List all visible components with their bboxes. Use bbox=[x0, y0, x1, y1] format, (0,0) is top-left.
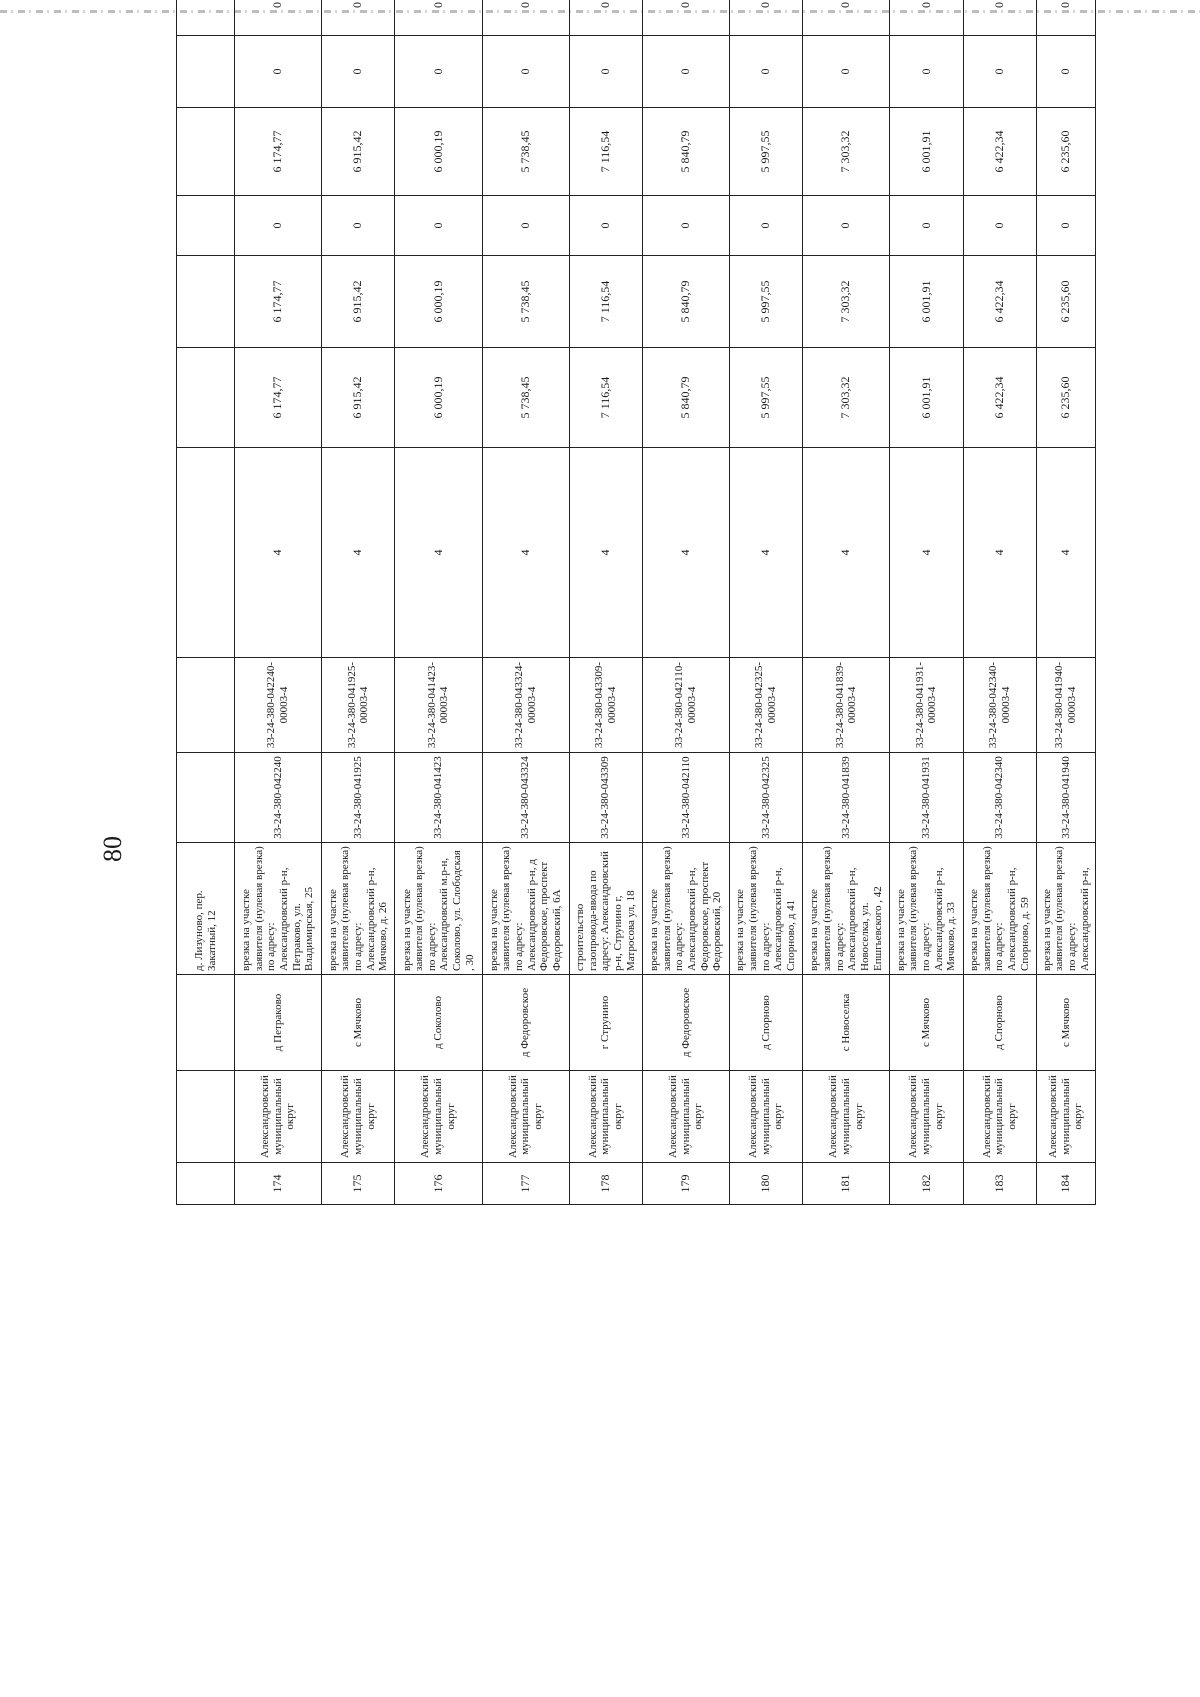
cell-code: 33-24-380-041839 bbox=[803, 753, 890, 843]
table-row bbox=[569, 0, 642, 1205]
header-cell-v5 bbox=[177, 36, 235, 108]
cell-district: Александровский муниципальный округ bbox=[395, 1071, 482, 1163]
cell-v2: 5 997,55 bbox=[730, 256, 803, 348]
cell-v5: 0 bbox=[1036, 36, 1095, 108]
cell-code: 33-24-380-042240 bbox=[235, 753, 322, 843]
cell-desc: врезка на участке заявителя (нулевая врезка) по адресу: Александровский р-н, bbox=[1036, 843, 1095, 975]
cell-desc: врезка на участке заявителя (нулевая врезка) по адресу: Александровский р-н, Спорново, д 41 bbox=[730, 843, 803, 975]
cell-v4: 7 303,32 bbox=[803, 108, 890, 196]
cell-n: 177 bbox=[482, 1163, 569, 1205]
header-cell-code bbox=[177, 753, 235, 843]
cell-v4: 6 422,34 bbox=[963, 108, 1036, 196]
cell-id: 33-24-380-041423-00003-4 bbox=[395, 658, 482, 753]
cell-settlement: д Соколово bbox=[395, 975, 482, 1071]
cell-settlement: с Мячково bbox=[890, 975, 963, 1071]
cell-code: 33-24-380-043309 bbox=[569, 753, 642, 843]
cell-code: 33-24-380-042340 bbox=[963, 753, 1036, 843]
cell-v3: 0 bbox=[482, 196, 569, 256]
table-row bbox=[803, 0, 890, 1205]
cell-v2: 6 000,19 bbox=[395, 256, 482, 348]
cell-district: Александровский муниципальный округ bbox=[642, 1071, 729, 1163]
cell-n: 180 bbox=[730, 1163, 803, 1205]
cell-id: 33-24-380-041839-00003-4 bbox=[803, 658, 890, 753]
cell-desc: строительство газопровода-ввода по адресу: Александровский р-н, Струнино г, Матросова ул, 18 bbox=[569, 843, 642, 975]
cell-n: 181 bbox=[803, 1163, 890, 1205]
cell-v2: 6 422,34 bbox=[963, 256, 1036, 348]
cell-n: 174 bbox=[235, 1163, 322, 1205]
cell-v5: 0 bbox=[235, 36, 322, 108]
cell-v3: 0 bbox=[322, 196, 395, 256]
cell-settlement: с Мячково bbox=[1036, 975, 1095, 1071]
cell-cat: 4 bbox=[482, 448, 569, 658]
cell-district: Александровский муниципальный округ bbox=[890, 1071, 963, 1163]
cell-desc: врезка на участке заявителя (нулевая врезка) по адресу: Александровский р-н, Спорново, д. 59 bbox=[963, 843, 1036, 975]
cell-desc: врезка на участке заявителя (нулевая врезка) по адресу: Александровский р-н, Петраково, ул. Владимирская, 25 bbox=[235, 843, 322, 975]
cell-v2: 6 915,42 bbox=[322, 256, 395, 348]
cell-v2: 6 001,91 bbox=[890, 256, 963, 348]
cell-v3: 0 bbox=[730, 196, 803, 256]
header-cell-v6 bbox=[177, 0, 235, 36]
cell-cat: 4 bbox=[963, 448, 1036, 658]
table-row bbox=[395, 0, 482, 1205]
cell-v3: 0 bbox=[395, 196, 482, 256]
cell-v6: 0 bbox=[890, 0, 963, 36]
cell-v1: 6 422,34 bbox=[963, 348, 1036, 448]
cell-cat: 4 bbox=[730, 448, 803, 658]
cell-v1: 6 000,19 bbox=[395, 348, 482, 448]
cell-v1: 6 001,91 bbox=[890, 348, 963, 448]
cell-id: 33-24-380-043324-00003-4 bbox=[482, 658, 569, 753]
cell-v1: 5 738,45 bbox=[482, 348, 569, 448]
table-row bbox=[642, 0, 729, 1205]
cell-district: Александровский муниципальный округ bbox=[1036, 1071, 1095, 1163]
header-cell-settlement bbox=[177, 975, 235, 1071]
cell-settlement: с Новоселка bbox=[803, 975, 890, 1071]
cell-v5: 0 bbox=[322, 36, 395, 108]
cell-district: Александровский муниципальный округ bbox=[482, 1071, 569, 1163]
cell-v3: 0 bbox=[803, 196, 890, 256]
cell-code: 33-24-380-042110 bbox=[642, 753, 729, 843]
cell-settlement: д Федоровское bbox=[482, 975, 569, 1071]
cell-n: 179 bbox=[642, 1163, 729, 1205]
cell-desc: врезка на участке заявителя (нулевая врезка) по адресу: Александровский р-н, Федоровское, проспект Федоровский, 20 bbox=[642, 843, 729, 975]
cell-id: 33-24-380-041931-00003-4 bbox=[890, 658, 963, 753]
cell-settlement: д Спорново bbox=[963, 975, 1036, 1071]
header-cell-address: д. Лизуново, пер. Закатный, 12 bbox=[177, 843, 235, 975]
cell-v6: 0 bbox=[482, 0, 569, 36]
cell-desc: врезка на участке заявителя (нулевая врезка) по адресу: Александровский р-н, д Федоровское, проспект Федоровский, 6А bbox=[482, 843, 569, 975]
cell-v6: 0 bbox=[395, 0, 482, 36]
cell-v6: 0 bbox=[963, 0, 1036, 36]
cell-cat: 4 bbox=[803, 448, 890, 658]
cell-v5: 0 bbox=[730, 36, 803, 108]
cell-v2: 6 174,77 bbox=[235, 256, 322, 348]
cell-v4: 6 235,60 bbox=[1036, 108, 1095, 196]
cell-v5: 0 bbox=[890, 36, 963, 108]
cell-v2: 5 840,79 bbox=[642, 256, 729, 348]
cell-desc: врезка на участке заявителя (нулевая врезка) по адресу: Александровский р-н, Новоселка, ул. Епшгьевского , 42 bbox=[803, 843, 890, 975]
cell-id: 33-24-380-043309-00003-4 bbox=[569, 658, 642, 753]
cell-code: 33-24-380-041925 bbox=[322, 753, 395, 843]
cell-v4: 6 000,19 bbox=[395, 108, 482, 196]
cell-v3: 0 bbox=[569, 196, 642, 256]
cell-district: Александровский муниципальный округ bbox=[803, 1071, 890, 1163]
cell-settlement: д Федоровское bbox=[642, 975, 729, 1071]
cell-v4: 6 174,77 bbox=[235, 108, 322, 196]
table-row bbox=[482, 0, 569, 1205]
cell-desc: врезка на участке заявителя (нулевая врезка) по адресу: Александровский м.р-н, Соколово, ул. Слободская , 30 bbox=[395, 843, 482, 975]
cell-cat: 4 bbox=[890, 448, 963, 658]
cell-v4: 6 001,91 bbox=[890, 108, 963, 196]
cell-settlement: г Струнино bbox=[569, 975, 642, 1071]
cell-v6: 0 bbox=[1036, 0, 1095, 36]
table-row bbox=[235, 0, 322, 1205]
cell-v2: 7 303,32 bbox=[803, 256, 890, 348]
cell-v3: 0 bbox=[890, 196, 963, 256]
cell-district: Александровский муниципальный округ bbox=[569, 1071, 642, 1163]
cell-code: 33-24-380-042325 bbox=[730, 753, 803, 843]
cell-v3: 0 bbox=[235, 196, 322, 256]
cell-id: 33-24-380-042240-00003-4 bbox=[235, 658, 322, 753]
header-cell-id bbox=[177, 658, 235, 753]
cell-district: Александровский муниципальный округ bbox=[235, 1071, 322, 1163]
cell-cat: 4 bbox=[322, 448, 395, 658]
cell-cat: 4 bbox=[235, 448, 322, 658]
cell-v6: 0 bbox=[322, 0, 395, 36]
cell-code: 33-24-380-043324 bbox=[482, 753, 569, 843]
table-row bbox=[730, 0, 803, 1205]
cell-v1: 7 116,54 bbox=[569, 348, 642, 448]
cell-v4: 5 997,55 bbox=[730, 108, 803, 196]
cell-v6: 0 bbox=[803, 0, 890, 36]
cell-v3: 0 bbox=[642, 196, 729, 256]
cell-id: 33-24-380-042340-00003-4 bbox=[963, 658, 1036, 753]
cell-district: Александровский муниципальный округ bbox=[963, 1071, 1036, 1163]
cell-code: 33-24-380-041940 bbox=[1036, 753, 1095, 843]
cell-n: 183 bbox=[963, 1163, 1036, 1205]
cell-id: 33-24-380-041940-00003-4 bbox=[1036, 658, 1095, 753]
cell-code: 33-24-380-041931 bbox=[890, 753, 963, 843]
cell-cat: 4 bbox=[569, 448, 642, 658]
cell-v5: 0 bbox=[482, 36, 569, 108]
rotated-table-container bbox=[176, 2, 1096, 1205]
cell-id: 33-24-380-041925-00003-4 bbox=[322, 658, 395, 753]
cell-v2: 7 116,54 bbox=[569, 256, 642, 348]
cell-id: 33-24-380-042110-00003-4 bbox=[642, 658, 729, 753]
cell-v5: 0 bbox=[642, 36, 729, 108]
cell-v3: 0 bbox=[963, 196, 1036, 256]
header-cell-v2 bbox=[177, 256, 235, 348]
table-row bbox=[890, 0, 963, 1205]
cell-v1: 6 235,60 bbox=[1036, 348, 1095, 448]
cell-v2: 6 235,60 bbox=[1036, 256, 1095, 348]
cell-v6: 0 bbox=[569, 0, 642, 36]
cell-id: 33-24-380-042325-00003-4 bbox=[730, 658, 803, 753]
cell-v3: 0 bbox=[1036, 196, 1095, 256]
cell-desc: врезка на участке заявителя (нулевая врезка) по адресу: Александровский р-н, Мячково, д. 26 bbox=[322, 843, 395, 975]
cell-n: 175 bbox=[322, 1163, 395, 1205]
cell-code: 33-24-380-041423 bbox=[395, 753, 482, 843]
table-row bbox=[322, 0, 395, 1205]
page-number: 80 bbox=[98, 836, 127, 862]
header-cell-v3 bbox=[177, 196, 235, 256]
cell-v4: 5 738,45 bbox=[482, 108, 569, 196]
cell-cat: 4 bbox=[395, 448, 482, 658]
cell-v6: 0 bbox=[730, 0, 803, 36]
cell-v6: 0 bbox=[235, 0, 322, 36]
cell-v5: 0 bbox=[569, 36, 642, 108]
cell-settlement: д Спорново bbox=[730, 975, 803, 1071]
cell-settlement: д Петраково bbox=[235, 975, 322, 1071]
header-cell-district bbox=[177, 1071, 235, 1163]
cell-v1: 6 174,77 bbox=[235, 348, 322, 448]
table-row bbox=[1036, 0, 1095, 1205]
header-cell-n bbox=[177, 1163, 235, 1205]
header-cell-cat bbox=[177, 448, 235, 658]
table-header-row bbox=[177, 0, 235, 1205]
data-table bbox=[176, 0, 1096, 1205]
cell-v4: 7 116,54 bbox=[569, 108, 642, 196]
cell-v1: 7 303,32 bbox=[803, 348, 890, 448]
cell-v1: 5 997,55 bbox=[730, 348, 803, 448]
header-cell-v1 bbox=[177, 348, 235, 448]
cell-n: 182 bbox=[890, 1163, 963, 1205]
cell-v2: 5 738,45 bbox=[482, 256, 569, 348]
cell-v5: 0 bbox=[395, 36, 482, 108]
cell-n: 184 bbox=[1036, 1163, 1095, 1205]
cell-v1: 5 840,79 bbox=[642, 348, 729, 448]
cell-desc: врезка на участке заявителя (нулевая врезка) по адресу: Александровский р-н, Мячково, д. 33 bbox=[890, 843, 963, 975]
cell-v1: 6 915,42 bbox=[322, 348, 395, 448]
cell-settlement: с Мячково bbox=[322, 975, 395, 1071]
cell-v5: 0 bbox=[803, 36, 890, 108]
table-row bbox=[963, 0, 1036, 1205]
cell-n: 176 bbox=[395, 1163, 482, 1205]
cell-n: 178 bbox=[569, 1163, 642, 1205]
cell-v4: 6 915,42 bbox=[322, 108, 395, 196]
cell-cat: 4 bbox=[1036, 448, 1095, 658]
header-cell-v4 bbox=[177, 108, 235, 196]
cell-district: Александровский муниципальный округ bbox=[322, 1071, 395, 1163]
cell-v6: 0 bbox=[642, 0, 729, 36]
cell-v5: 0 bbox=[963, 36, 1036, 108]
cell-district: Александровский муниципальный округ bbox=[730, 1071, 803, 1163]
cell-v4: 5 840,79 bbox=[642, 108, 729, 196]
cell-cat: 4 bbox=[642, 448, 729, 658]
